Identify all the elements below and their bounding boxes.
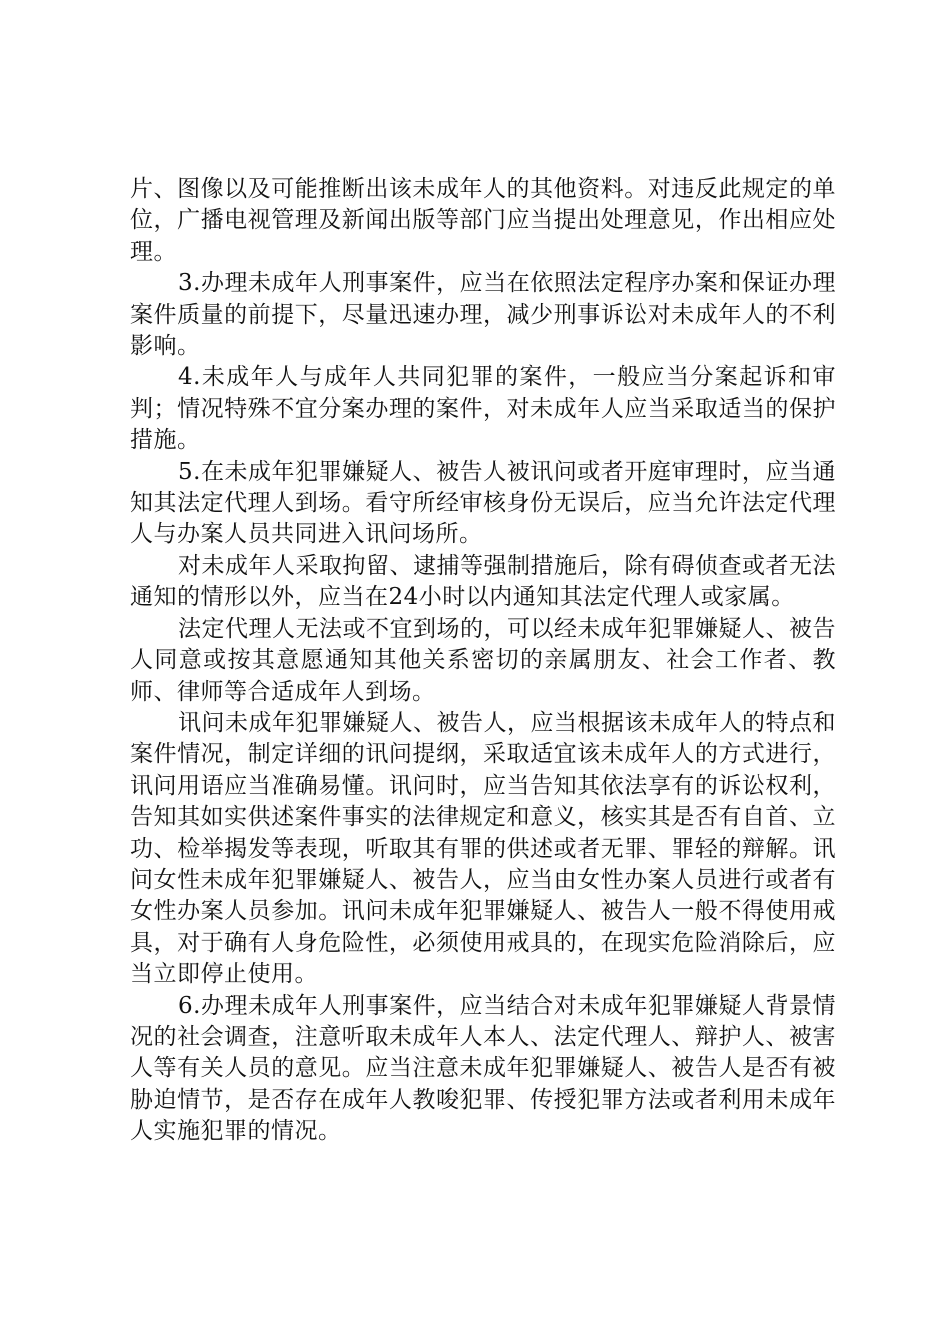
paragraph-item-4: 4.未成年人与成年人共同犯罪的案件，一般应当分案起诉和审判；情况特殊不宜分案办理的案件，对未成年人应当采取适当的保护措施。 <box>130 364 836 454</box>
document-body <box>130 174 836 1148</box>
paragraph-guardian-substitute: 法定代理人无法或不宜到场的，可以经未成年犯罪嫌疑人、被告人同意或按其意愿通知其他关系密切的亲属朋友、社会工作者、教师、律师等合适成年人到场。 <box>130 615 836 705</box>
paragraph-continuation: 片、图像以及可能推断出该未成年人的其他资料。对违反此规定的单位，广播电视管理及新闻出版等部门应当提出处理意见，作出相应处理。 <box>130 176 836 265</box>
paragraph-item-6: 6.办理未成年人刑事案件，应当结合对未成年犯罪嫌疑人背景情况的社会调查，注意听取未成年人本人、法定代理人、辩护人、被害人等有关人员的意见。应当注意未成年犯罪嫌疑人、被告人是否有被胁迫情节，是否存在成年人教唆犯罪、传授犯罪方法或者利用未成年人实施犯罪的情况。 <box>130 992 836 1145</box>
paragraph-item-5: 5.在未成年犯罪嫌疑人、被告人被讯问或者开庭审理时，应当通知其法定代理人到场。看守所经审核身份无误后，应当允许法定代理人与办案人员共同进入讯问场所。 <box>130 458 836 548</box>
paragraph-item-3: 3.办理未成年人刑事案件，应当在依照法定程序办案和保证办理案件质量的前提下，尽量迅速办理，减少刑事诉讼对未成年人的不利影响。 <box>130 270 836 360</box>
paragraph-detention-notice: 对未成年人采取拘留、逮捕等强制措施后，除有碍侦查或者无法通知的情形以外，应当在24小时以内通知其法定代理人或家属。 <box>130 552 836 611</box>
paragraph-interrogation: 讯问未成年犯罪嫌疑人、被告人，应当根据该未成年人的特点和案件情况，制定详细的讯问提纲，采取适宜该未成年人的方式进行，讯问用语应当准确易懂。讯问时，应当告知其依法享有的诉讼权利，告知其如实供述案件事实的法律规定和意义，核实其是否有自首、立功、检举揭发等表现，听取其有罪的供述或者无罪、罪轻的辩解。讯问女性未成年犯罪嫌疑人、被告人，应当由女性办案人员进行或者有女性办案人员参加。讯问未成年犯罪嫌疑人、被告人一般不得使用戒具，对于确有人身危险性，必须使用戒具的，在现实危险消除后，应当立即停止使用。 <box>130 709 836 988</box>
